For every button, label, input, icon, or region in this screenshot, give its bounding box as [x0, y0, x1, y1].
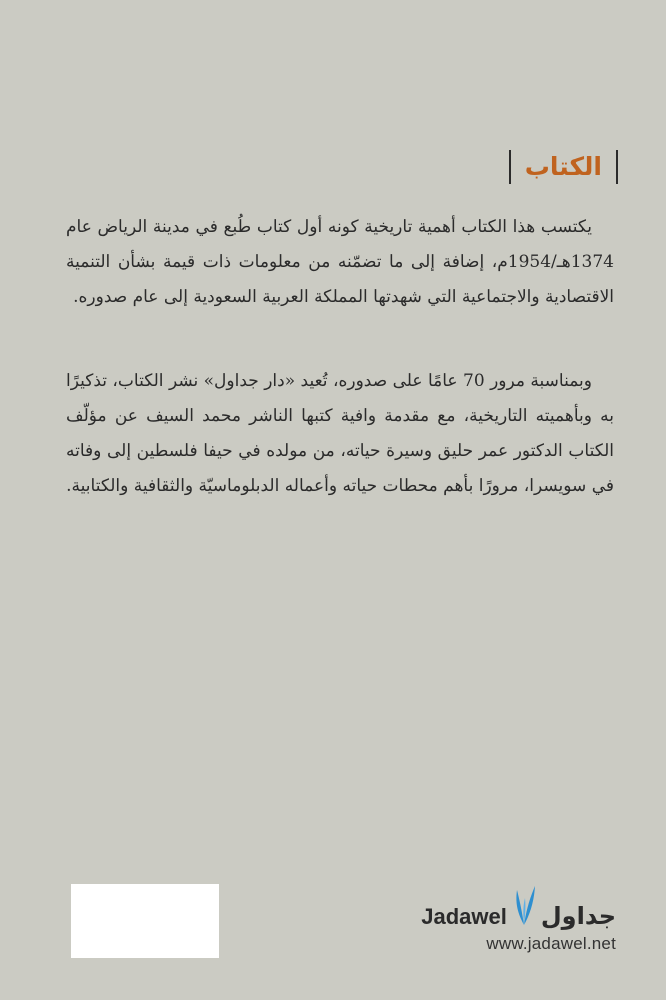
logo-row	[421, 886, 616, 930]
heading-bar-left	[509, 150, 511, 184]
logo-arabic-name: جداول	[540, 902, 616, 930]
heading-bar-right	[616, 150, 618, 184]
heading-title: الكتاب	[524, 152, 602, 181]
paragraph-1	[66, 210, 614, 315]
paragraph-1-text: يكتسب هذا الكتاب أهمية تاريخية كونه أول كتاب طُبع في مدينة الرياض عام 1374هـ/1954م، إضافة إلى ما تضمّنه من معلومات ذات قيمة بشأن التنمية الاقتصادية والاجتماعية التي شهدتها المملكة العربية السعودية إلى عام صدوره.	[66, 217, 614, 307]
publisher-logo	[421, 886, 616, 954]
section-heading	[509, 150, 618, 184]
publisher-url: www.jadawel.net	[486, 934, 616, 953]
paragraph-2	[66, 364, 614, 504]
logo-latin-name: Jadawel	[421, 904, 507, 929]
jadawel-leaf-icon	[511, 884, 537, 930]
paragraph-2-text: وبمناسبة مرور 70 عامًا على صدوره، تُعيد «دار جداول» نشر الكتاب، تذكيرًا به وبأهميته التاريخية، مع مقدمة وافية كتبها الناشر محمد السيف عن مؤلّف الكتاب الدكتور عمر حليق وسيرة حياته، من مولده في حيفا فلسطين إلى وفاته في سويسرا، مرورًا بأهم محطات حياته وأعماله الدبلوماسيّة والثقافية والكتابية.	[66, 371, 614, 496]
barcode-placeholder	[71, 884, 219, 958]
